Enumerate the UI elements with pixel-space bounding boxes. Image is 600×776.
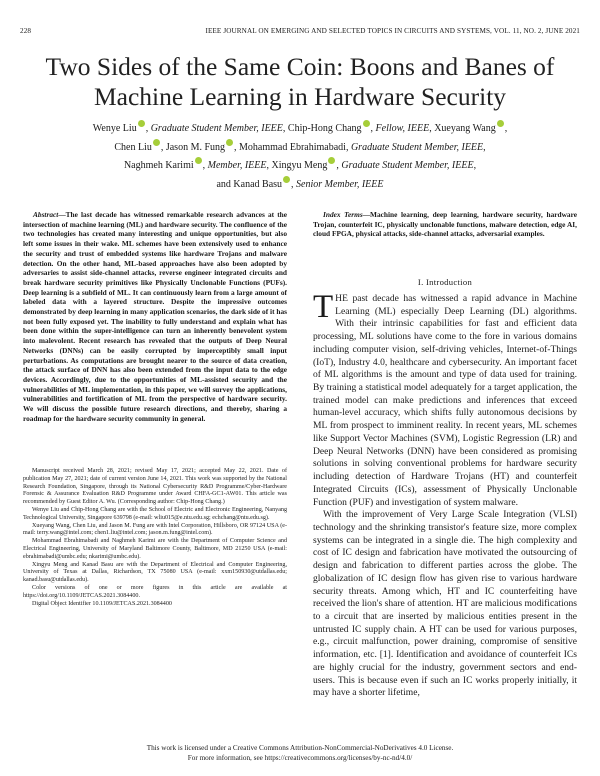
author-membership: Member, IEEE (207, 160, 267, 171)
footnote-affiliation-umbc: Mohammad Ebrahimabadi and Naghmeh Karimi are with the Department of Computer Science and Electrical Engineering, University of Maryland Baltimore County, Baltimore, MD 21250 USA (e-mail: ebrahimabadi@umbc.edu; nkarimi@umbc.edu). (23, 538, 287, 560)
index-terms-text: Machine learning, deep learning, hardware security, hardware Trojan, counterfeit IC, physically unclonable functions, malware detection, edge AI, cloud FPGA, physical attacks, side-channel attacks, adversarial examples. (313, 210, 577, 239)
journal-name: IEEE JOURNAL ON EMERGING AND SELECTED TOPICS IN CIRCUITS AND SYSTEMS, VOL. 11, NO. 2, JUNE 2021 (205, 27, 580, 35)
drop-cap: T (313, 289, 334, 325)
index-terms: Index Terms—Machine learning, deep learning, hardware security, hardware Trojan, counterfeit IC, physically unclonable functions, malware detection, edge AI, cloud FPGA, physical attacks, side-channel attacks, adversarial examples. (313, 210, 577, 239)
orcid-icon[interactable] (497, 120, 504, 127)
author-line-4: and Kanad Basu , Senior Member, IEEE (40, 176, 560, 195)
author-membership: Fellow, IEEE (375, 123, 430, 134)
abstract-text: The last decade has witnessed remarkable research advances at the intersection of machine learning (ML) and hardware security. The confluence of the two technologies has created many interesting and unique opportunities, but also left some issues in their wake. ML schemes have been extensively used to enhance the security and trust of embedded systems like hardware Trojans and malware detection. On the other hand, ML-based approaches have also been adopted by adversaries to assist side-channel attacks, reverse engineer integrated circuits and break hardware security primitives like Physically Unclonable Functions (PUFs). Deep learning is a subfield of ML. It can continuously learn from a large amount of labeled data with a layered structure. Despite the impressive outcomes demonstrated by deep learning in many application scenarios, the dark side of it has not been fully exposed yet. The inability to fully understand and explain what has been done within the super-intelligence can turn an inherently benevolent system into malevolent. Recent research has revealed that the outputs of Deep Neural Networks (DNNs) can be easily corrupted by imperceptibly small input perturbations. As computations are brought nearer to the source of data creation, the attack surface of DNN has also been extended from the input data to the edge devices. Accordingly, due to the opportunities of ML-assisted security and the vulnerabilities of ML implementation, in this paper, we will survey the applications, vulnerabilities and fortification of ML from the perspective of hardware security. We will discuss the possible future research directions, and thereby, sharing a roadmap for the hardware security community in general. (23, 210, 287, 423)
index-terms-label: Index Terms (323, 210, 363, 219)
author-list (40, 120, 560, 194)
intro-paragraph-1-text: HE past decade has witnessed a rapid advance in Machine Learning (ML) especially Deep Learning (DL) algorithms. With their intrinsic capabilities for fast and efficient data processing, ML solutions have come to the fore in various domains including computer vision, self-driving vehicles, Internet-of-Things (IoT), Industry 4.0, healthcare and cybersecurity. An important facet of ML algorithms is the amount and type of data used for training. By training a statistical model adequately for a target application, the trained model can make predictions and inferences that exceed human-level accuracy, which shifts fully autonomous decisions by ML from prospect to imminent reality. In recent years, ML schemes like Support Vector Machines (SVM), Logistic Regression (LR) and Deep Neural Networks (DNN) have been considered as promising solutions in solving conventional problems for hardware security including detection of Hardware Trojans (HT) and counterfeit Integrated Circuits (ICs), assessment of Physically Unclonable Function (PUF) and investigation of system malware. (313, 293, 577, 508)
author-membership: Senior Member, IEEE (296, 178, 384, 190)
title-line-2: Machine Learning in Hardware Security (93, 82, 507, 111)
footnotes (23, 468, 287, 608)
author-name: Chip-Hong Chang (287, 123, 362, 134)
footnote-color-versions: Color versions of one or more figures in this article are available at https://doi.org/10.1109/JETCAS.2021.3084400. (23, 584, 287, 599)
right-column (313, 210, 577, 239)
footnote-affiliation-intel: Xueyang Wang, Chen Liu, and Jason M. Fung are with Intel Corporation, Hillsboro, OR 97124 USA (e-mail: terry.wang@intel.com; chen1.liu@intel.com; jason.m.fung@intel.com). (23, 522, 287, 537)
introduction-text (313, 289, 577, 700)
running-header (20, 27, 580, 39)
orcid-icon[interactable] (153, 139, 160, 146)
author-name: Xueyang Wang (434, 123, 496, 134)
license-notice (20, 744, 580, 763)
intro-paragraph-1 (313, 289, 577, 509)
orcid-icon[interactable] (283, 176, 290, 183)
page-number: 228 (20, 27, 32, 35)
author-name: Mohammad Ebrahimabadi (239, 141, 346, 153)
author-name: Naghmeh Karimi (123, 160, 194, 171)
author-name: Wenye Liu (92, 123, 137, 134)
license-line-2: For more information, see https://creativecommons.org/licenses/by-nc-nd/4.0/ (187, 753, 413, 762)
intro-paragraph-2: With the improvement of Very Large Scale Integration (VLSI) technology and the shrinking transistor's feature size, more complex systems can be integrated in a single die. The high complexity and cost of IC design and fabrication have motivated the outsourcing of design and fabrication to different parties across the globe. The globalization of IC design flow has given rise to various hardware security threats. Among which, HT and IC counterfeiting have received the lion's share of attention. HT are malicious modifications to a circuit that are inserted by malicious entities present in the untrusted IC supply chain. A HT can be used for various purposes, e.g., circuit malfunction, power draining, compromise of sensitive information, etc. [1]. Identification and avoidance of counterfeit ICs are highly crucial for the industry, government sectors and end-users. This is because even if such an IC works properly initially, it may have a shorter lifetime, (313, 509, 577, 699)
footnote-doi: Digital Object Identifier 10.1109/JETCAS.2021.3084400 (32, 600, 172, 607)
author-name: Xingyu Meng (271, 160, 328, 171)
author-line-2: Chen Liu , Jason M. Fung , Mohammad Ebrahimabadi, Graduate Student Member, IEEE, (40, 139, 560, 158)
author-membership: Graduate Student Member, IEEE (350, 141, 484, 153)
abstract-label: Abstract (33, 210, 59, 219)
author-name: Kanad Basu (233, 178, 283, 190)
paper-title (20, 52, 580, 112)
footnote-manuscript: Manuscript received March 28, 2021; revised May 17, 2021; accepted May 22, 2021. Date of publication May 27, 2021; date of current version June 14, 2021. This work was supported by the National Research Foundation, Singapore, through its National Cybersecurity R&D Programme/Cyber-Hardware Forensic & Assurance Evaluation R&D Programme under Award CHFA-GC1-AW01. This article was recommended by Guest Editor A. Wu. (Corresponding author: Chip-Hong Chang.) (23, 468, 287, 506)
orcid-icon[interactable] (328, 157, 335, 164)
author-name: Chen Liu (114, 141, 152, 153)
footnote-affiliation-ntu: Wenye Liu and Chip-Hong Chang are with the School of Electric and Electronic Engineering, Nanyang Technological University, Singapore 639798 (e-mail: wliu015@e.ntu.edu.sg; echchang@ntu.edu.sg). (23, 506, 287, 521)
author-membership: Graduate Student Member, IEEE (341, 160, 474, 171)
left-column (23, 210, 287, 423)
orcid-icon[interactable] (363, 120, 370, 127)
author-line-1: Wenye Liu , Graduate Student Member, IEEE, Chip-Hong Chang , Fellow, IEEE, Xueyang Wang , (40, 120, 560, 139)
author-name: Jason M. Fung (165, 141, 226, 153)
orcid-icon[interactable] (195, 157, 202, 164)
title-line-1: Two Sides of the Same Coin: Boons and Banes of (45, 52, 555, 81)
author-membership: Graduate Student Member, IEEE (150, 123, 283, 134)
author-line-3: Naghmeh Karimi , Member, IEEE, Xingyu Meng , Graduate Student Member, IEEE, (40, 157, 560, 176)
license-line-1: This work is licensed under a Creative Commons Attribution-NonCommercial-NoDerivatives 4.0 License. (146, 744, 454, 752)
orcid-icon[interactable] (226, 139, 233, 146)
abstract: Abstract—The last decade has witnessed remarkable research advances at the intersection of machine learning (ML) and hardware security. The confluence of the two technologies has created many interesting and unique opportunities, but also left some issues in their wake. ML schemes have been extensively used to enhance the security and trust of embedded systems like hardware Trojans and malware detection. On the other hand, ML-based approaches have also been adopted by adversaries to assist side-channel attacks, reverse engineer integrated circuits and break hardware security primitives like Physically Unclonable Functions (PUFs). Deep learning is a subfield of ML. It can continuously learn from a large amount of labeled data with a layered structure. Despite the impressive outcomes demonstrated by deep learning in many application scenarios, the dark side of it has not been fully exposed yet. The inability to fully understand and explain what has been done within the super-intelligence can turn an inherently benevolent system into malevolent. Recent research has revealed that the outputs of Deep Neural Networks (DNNs) can be easily corrupted by imperceptibly small input perturbations. As computations are brought nearer to the source of data creation, the attack surface of DNN has also been extended from the input data to the edge devices. Accordingly, due to the opportunities of ML-assisted security and the vulnerabilities of ML implementation, in this paper, we will survey the applications, vulnerabilities and fortification of ML from the perspective of hardware security. We will discuss the possible future research directions, and thereby, sharing a roadmap for the hardware security community in general. (23, 210, 287, 423)
section-heading: I. Introduction (417, 277, 473, 287)
orcid-icon[interactable] (138, 120, 145, 127)
footnote-affiliation-utd: Xingyu Meng and Kanad Basu are with the Department of Electrical and Computer Engineering, University of Texas at Dallas, Richardson, TX 75080 USA (e-mail: xxm150930@utdallas.edu; kanad.basu@utdallas.edu). (23, 561, 287, 584)
